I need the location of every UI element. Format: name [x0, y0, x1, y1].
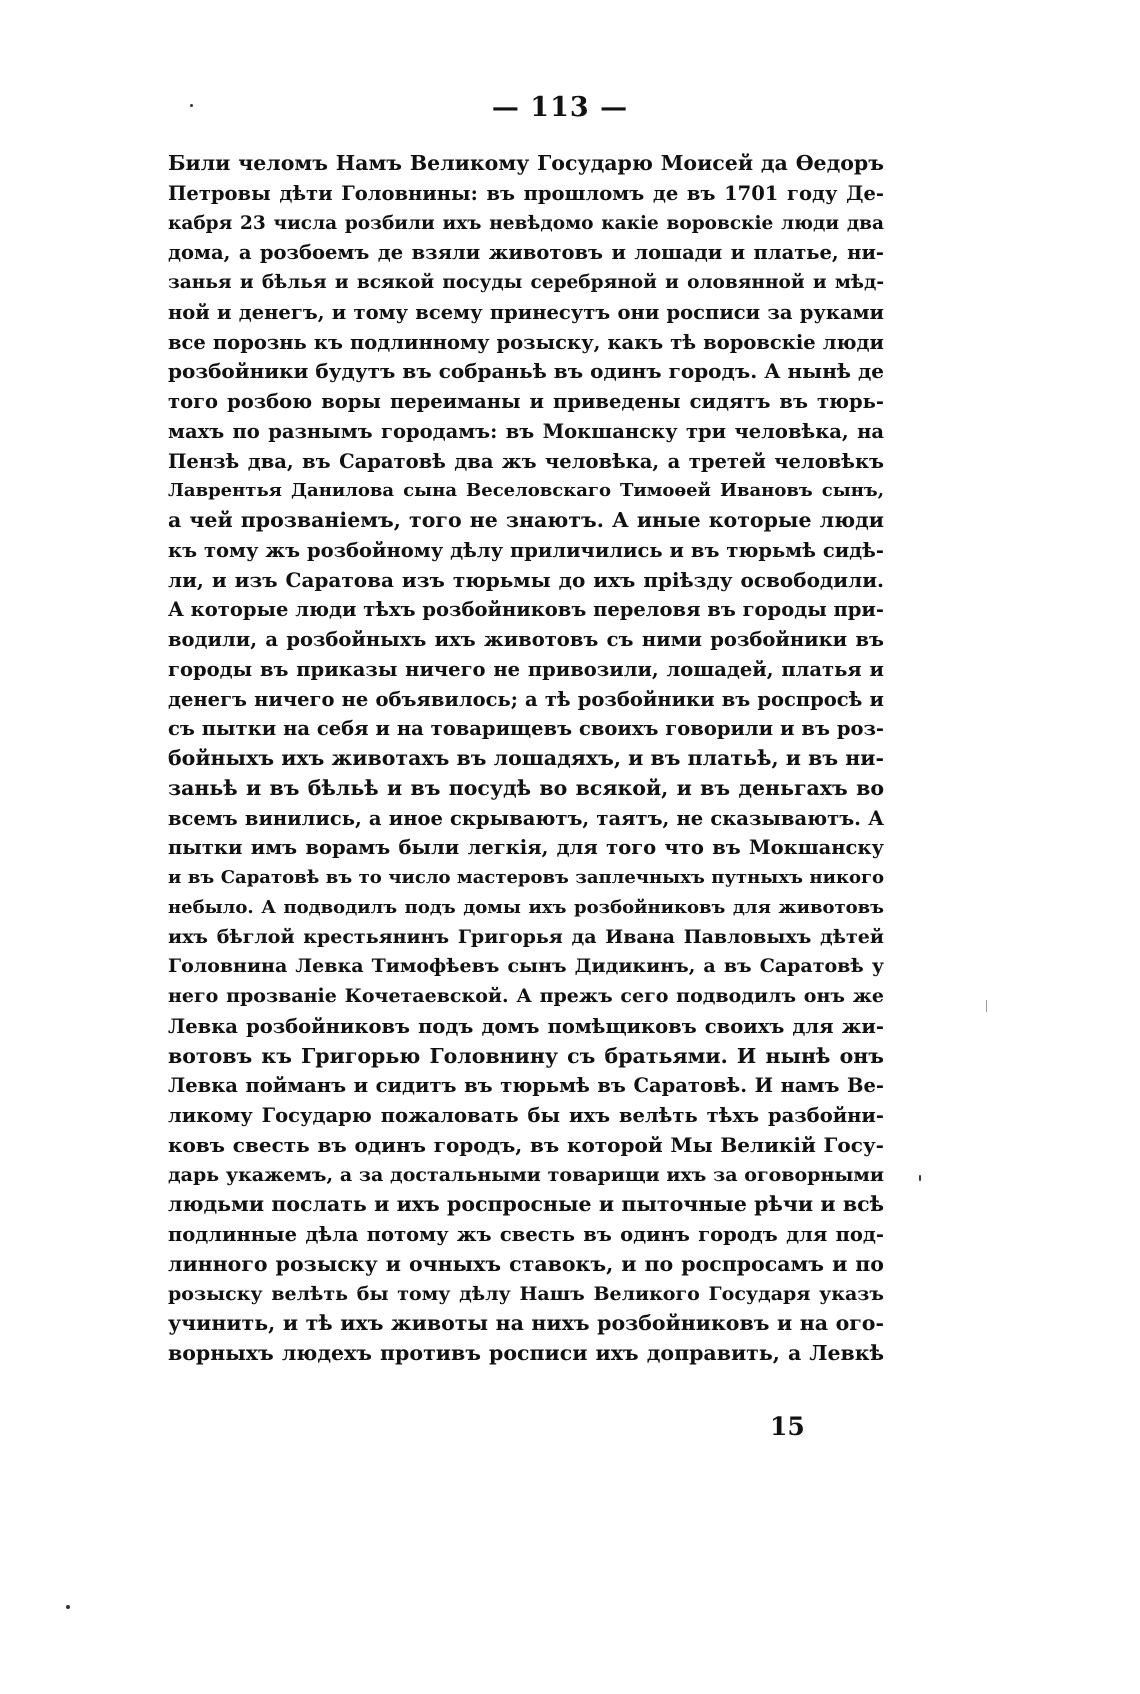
text-line: А которые люди тѣхъ розбойниковъ переловя въ городы при-	[168, 598, 884, 622]
scan-speck	[919, 1175, 921, 1181]
text-line: розбойники будутъ въ собраньѣ въ одинъ городъ. А нынѣ де	[168, 359, 884, 384]
text-line: все порознь къ подлинному розыску, какъ тѣ воровскіе люди	[168, 330, 884, 354]
text-line: линного розыску и очныхъ ставокъ, и по роспросамъ и по	[168, 1251, 884, 1276]
text-line: Петровы дѣти Головнины: въ прошломъ де въ 1701 году Де-	[168, 181, 884, 205]
text-line: кабря 23 числа розбили ихъ невѣдомо какіе воровскіе люди два	[168, 212, 884, 234]
text-line: городы въ приказы ничего не привозили, лошадей, платья и	[168, 657, 884, 681]
text-line: вотовъ къ Григорью Головнину съ братьями. И нынѣ онъ	[168, 1043, 884, 1068]
text-line: дома, а розбоемъ де взяли животовъ и лошади и платье, ни-	[168, 241, 884, 265]
text-line: него прозваніе Кочетаевской. А прежъ сего подводилъ онъ же	[168, 985, 884, 1007]
signature-mark: 15	[770, 1412, 805, 1441]
scan-speck	[986, 1000, 987, 1012]
text-line: того розбою воры переиманы и приведены сидятъ въ тюрь-	[168, 390, 884, 413]
text-line: бойныхъ ихъ животахъ въ лошадяхъ, и въ платьѣ, и въ ни-	[168, 746, 884, 770]
text-line: ихъ бѣглой крестьянинъ Григорья да Ивана Павловыхъ дѣтей	[168, 925, 884, 948]
text-line: Пензѣ два, въ Саратовѣ два жъ человѣка, а третей человѣкъ	[168, 449, 884, 473]
text-line: дарь укажемъ, а за достальными товарищи ихъ за оговорными	[168, 1163, 884, 1186]
text-line: заньѣ и въ бѣльѣ и въ посудѣ во всякой, и въ деньгахъ во	[168, 775, 884, 800]
text-line: ликому Государю пожаловать бы ихъ велѣть тѣхъ разбойни-	[168, 1104, 884, 1127]
text-line: ковъ свесть въ одинъ городъ, въ которой Мы Великій Госу-	[168, 1132, 884, 1157]
text-line: ной и денегъ, и тому всему принесутъ они росписи за руками	[168, 300, 884, 324]
text-line: къ тому жъ розбойному дѣлу приличились и въ тюрьмѣ сидѣ-	[168, 538, 884, 562]
text-line: съ пытки на себя и на товарищевъ своихъ говорили и въ роз-	[168, 717, 884, 741]
text-line: махъ по разнымъ городамъ: въ Мокшанску три человѣка, на	[168, 419, 884, 443]
text-line: занья и бѣлья и всякой посуды серебряной и оловянной и мѣд-	[168, 272, 884, 293]
scan-speck	[66, 1605, 70, 1609]
text-line: а чей прозваніемъ, того не знаютъ. А иные которые люди	[168, 508, 884, 532]
text-line: учинить, и тѣ ихъ животы на нихъ розбойниковъ и на ого-	[168, 1311, 884, 1336]
text-line: подлинные дѣла потому жъ свесть въ одинъ городъ для под-	[168, 1223, 884, 1246]
text-line: Били челомъ Намъ Великому Государю Моисей да Ѳедоръ	[168, 151, 884, 175]
text-line: и въ Саратовѣ въ то число мастеровъ заплечныхъ путныхъ никого	[168, 867, 884, 888]
text-line: розыску велѣть бы тому дѣлу Нашъ Великого Государя указъ	[168, 1282, 884, 1305]
scan-speck	[190, 104, 193, 107]
text-line: Лаврентья Данилова сына Веселовскаго Тимоѳей Ивановъ сынъ,	[168, 480, 884, 502]
text-line: пытки имъ ворамъ были легкія, для того что въ Мокшанску	[168, 836, 884, 860]
text-line: Головнина Левка Тимофѣевъ сынъ Дидикинъ, а въ Саратовѣ у	[168, 955, 884, 978]
text-line: всемъ винились, а иное скрываютъ, таятъ, не сказываютъ. А	[168, 806, 884, 830]
text-line: водили, а розбойныхъ ихъ животовъ съ ними розбойники въ	[168, 628, 884, 651]
text-line: Левка пойманъ и сидитъ въ тюрьмѣ въ Саратовѣ. И намъ Ве-	[168, 1074, 884, 1098]
text-line: Левка розбойниковъ подъ домъ помѣщиковъ своихъ для жи-	[168, 1014, 884, 1038]
page-number: — 113 —	[491, 92, 629, 123]
text-line: ли, и изъ Саратова изъ тюрьмы до ихъ пріѣзду освободили.	[168, 567, 884, 592]
text-line: ворныхъ людехъ противъ росписи ихъ доправить, а Левкѣ	[168, 1341, 884, 1365]
text-line: людьми послать и ихъ роспросные и пыточные рѣчи и всѣ	[168, 1192, 884, 1217]
text-line: небыло. А подводилъ подъ домы ихъ розбойниковъ для животовъ	[168, 896, 884, 918]
text-line: денегъ ничего не объявилось; а тѣ розбойники въ роспросѣ и	[168, 687, 884, 711]
body-text	[168, 149, 884, 1369]
